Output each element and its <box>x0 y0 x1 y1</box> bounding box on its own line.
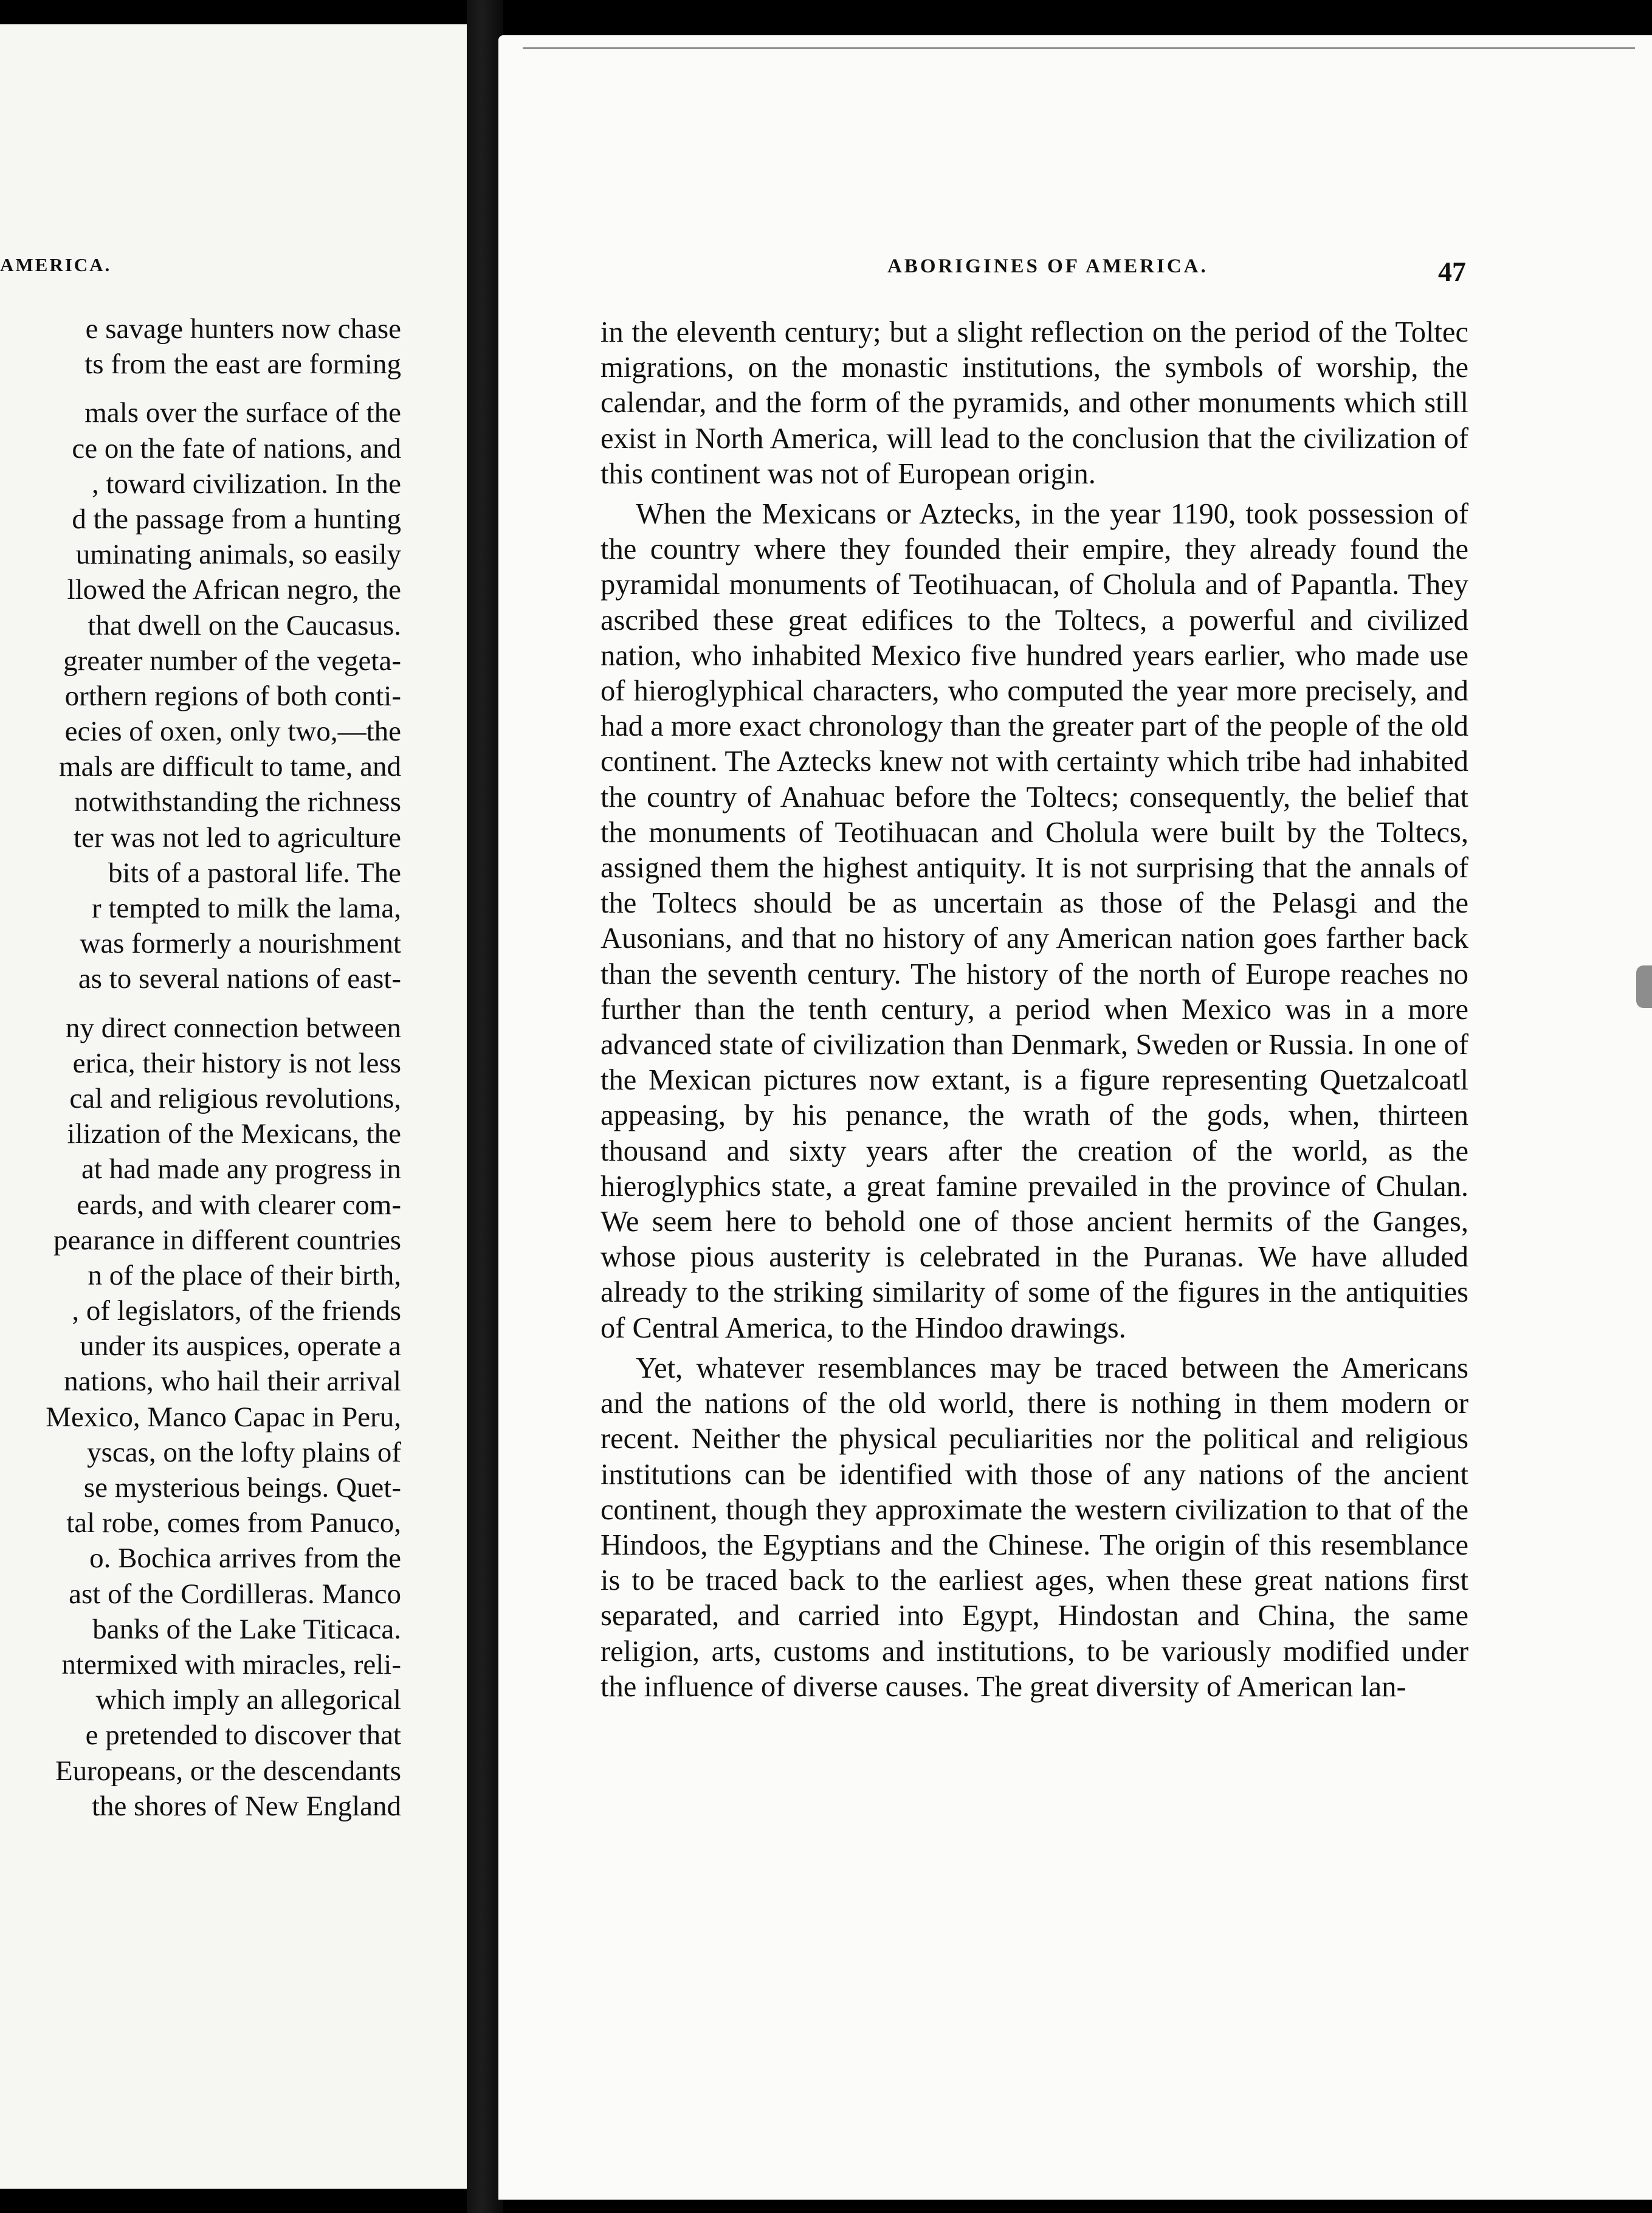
text-line: ter was not led to agriculture <box>73 821 401 854</box>
text-line: mals are difficult to tame, and <box>59 751 401 783</box>
text-line: mals over the surface of the <box>84 397 401 429</box>
text-line: n of the place of their birth, <box>88 1259 401 1291</box>
text-line: notwithstanding the richness <box>74 786 401 818</box>
paragraph: in the eleventh century; but a slight reflection on the period of the Toltec migrations, on the monastic institutions, the symbols of worship, the calendar, and the form of the pyramids, and other monuments which still exist in North America, will lead to the conclusion that the civilization of this continent was not of European origin. <box>601 316 1468 490</box>
text-line: the shores of New England <box>91 1790 401 1822</box>
text-line: at had made any progress in <box>81 1153 401 1186</box>
text-line: cal and religious revolutions, <box>69 1082 401 1114</box>
text-line: eards, and with clearer com- <box>77 1189 401 1221</box>
text-line: llowed the African negro, the <box>67 574 401 606</box>
text-line: pearance in different countries <box>53 1224 401 1256</box>
text-line: under its auspices, operate a <box>80 1330 401 1362</box>
text-line: yscas, on the lofty plains of <box>87 1436 401 1468</box>
text-line: erica, their history is not less <box>72 1047 401 1079</box>
text-line: , of legislators, of the friends <box>72 1295 401 1327</box>
text-line: o. Bochica arrives from the <box>89 1542 401 1575</box>
text-line: ntermixed with miracles, reli- <box>61 1648 401 1680</box>
text-line: e savage hunters now chase <box>85 313 401 345</box>
text-line: Europeans, or the descendants <box>55 1755 401 1787</box>
page-top-edge <box>523 47 1635 49</box>
left-text-column <box>0 311 401 1824</box>
paragraph: Yet, whatever resemblances may be traced between the Americans and the nations of the old world, there is nothing in them modern or recent. Neither the physical peculiarities nor the political and religious institutions can be identified with those of any nations of the ancient continent, though they approximate the western civilization to that of the Hindoos, the Egyptians and the Chinese. The origin of this resemblance is to be traced back to the earliest ages, when these great nations first separated, and carried into Egypt, Hindostan and China, the same religion, arts, customs and institutions, to be variously modified under the influence of diverse causes. The great diversity of American lan- <box>601 1352 1468 1703</box>
text-line: ilization of the Mexicans, the <box>67 1118 401 1150</box>
body-text <box>601 315 1468 1705</box>
text-line: which imply an allegorical <box>95 1684 401 1716</box>
text-line: was formerly a nourishment <box>80 928 401 960</box>
text-line: ts from the east are forming <box>84 348 401 381</box>
text-line: ce on the fate of nations, and <box>72 432 401 464</box>
text-line: Mexico, Manco Capac in Peru, <box>46 1401 401 1433</box>
text-line: nations, who hail their arrival <box>64 1365 401 1398</box>
text-line: that dwell on the Caucasus. <box>88 609 401 641</box>
book-gutter <box>467 0 503 2213</box>
text-line: banks of the Lake Titicaca. <box>92 1613 401 1645</box>
running-head: ABORIGINES OF AMERICA. <box>887 255 1208 277</box>
page-edge-mark <box>1636 965 1652 1008</box>
text-line: r tempted to milk the lama, <box>91 892 401 924</box>
left-page <box>0 24 469 2189</box>
text-line: ast of the Cordilleras. Manco <box>69 1578 401 1610</box>
text-line: d the passage from a hunting <box>72 503 401 535</box>
text-line: bits of a pastoral life. The <box>108 857 401 889</box>
left-running-head: AMERICA. <box>0 254 112 275</box>
text-line: orthern regions of both conti- <box>64 680 401 712</box>
text-line: greater number of the vegeta- <box>63 644 401 677</box>
text-line: e pretended to discover that <box>85 1719 401 1752</box>
text-line: tal robe, comes from Panuco, <box>66 1507 401 1539</box>
page-number: 47 <box>1438 256 1466 287</box>
text-line: as to several nations of east- <box>78 963 401 995</box>
right-page <box>498 35 1652 2200</box>
text-line: uminating animals, so easily <box>75 539 401 571</box>
text-line: ny direct connection between <box>65 1012 401 1044</box>
text-line: ecies of oxen, only two,—the <box>64 716 401 748</box>
text-line: se mysterious beings. Quet- <box>83 1472 401 1504</box>
paragraph: When the Mexicans or Aztecks, in the year 1190, took possession of the country where they founded their empire, they already found the pyramidal monuments of Teotihuacan, of Cholula and of Papantla. They ascribed these great edifices to the Toltecs, a powerful and civilized nation, who inhabited Mexico five hundred years earlier, who made use of hieroglyphical characters, who computed the year more precisely, and had a more exact chronology than the greater part of the people of the old continent. The Aztecks knew not with certainty which tribe had inhabited the country of Anahuac before the Toltecs; consequently, the belief that the monuments of Teotihuacan and Cholula were built by the Toltecs, assigned them the highest antiquity. It is not surprising that the annals of the Toltecs should be as uncertain as those of the Pelasgi and the Ausonians, and that no history of any American nation goes farther back than the seventh century. The history of the north of Europe reaches no further than the tenth century, a period when Mexico was in a more advanced state of civilization than Denmark, Sweden or Russia. In one of the Mexican pictures now extant, is a figure representing Quetzalcoatl appeasing, by his penance, the wrath of the gods, when, thirteen thousand and sixty years after the creation of the world, as the hieroglyphics state, a great famine prevailed in the province of Chulan. We seem here to behold one of those ancient hermits of the Ganges, whose pious austerity is celebrated in the Puranas. We have alluded already to the striking similarity of some of the figures in the antiquities of Central America, to the Hindoo drawings. <box>601 498 1468 1344</box>
text-line: , toward civilization. In the <box>91 468 401 500</box>
